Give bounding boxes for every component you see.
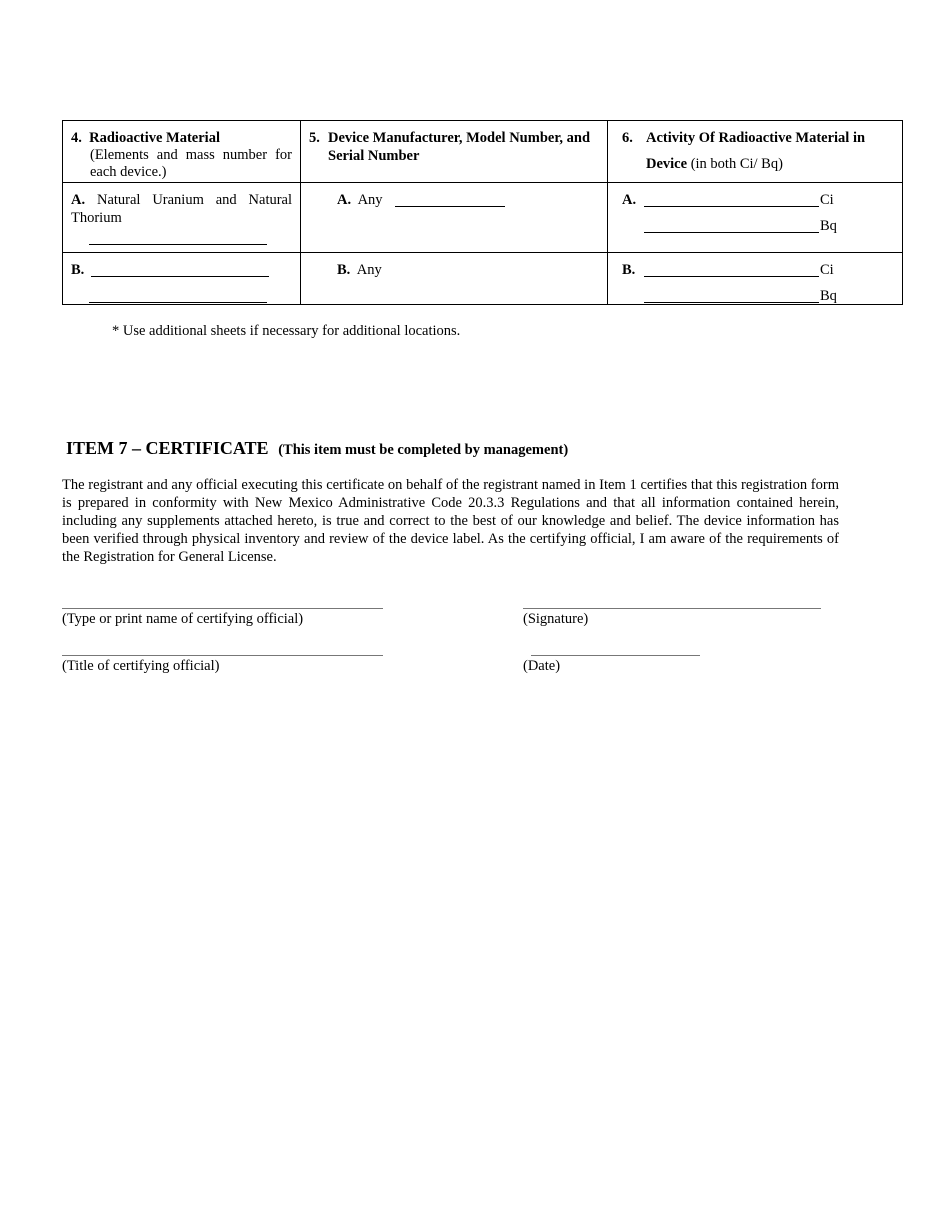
row-a-activity-letter: A.: [622, 192, 637, 208]
row-b-device: Any: [356, 262, 382, 278]
row-b-ci-unit: Ci: [820, 262, 834, 278]
row-b-bq-blank[interactable]: [644, 302, 819, 303]
row-a-device-letter: A.: [337, 192, 352, 208]
row-a-letter: A.: [71, 192, 86, 208]
signature-line[interactable]: [523, 608, 821, 609]
col6-number: 6.: [622, 130, 633, 146]
material-table: [62, 120, 903, 305]
col6-header: [608, 121, 903, 183]
row-a-bq-blank[interactable]: [644, 232, 819, 233]
title-signature-line[interactable]: [62, 655, 383, 656]
row-a-device-cell: [301, 183, 608, 253]
row-b-bq-unit: Bq: [820, 288, 837, 304]
row-b-material-blank-1[interactable]: [91, 276, 269, 277]
row-b-letter: B.: [71, 262, 85, 278]
row-b-activity-letter: B.: [622, 262, 636, 278]
item7-heading: [66, 438, 568, 459]
signature-label: (Signature): [523, 611, 589, 627]
row-b-material-cell: [63, 253, 301, 305]
col5-header: [301, 121, 608, 183]
name-label: (Type or print name of certifying official): [62, 611, 304, 627]
row-a-device-blank[interactable]: [395, 206, 505, 207]
name-signature-line[interactable]: [62, 608, 383, 609]
item7-subtitle: (This item must be completed by management): [278, 442, 569, 458]
certificate-paragraph: The registrant and any official executing this certificate on behalf of the registrant named in Item 1 certifies that this registration form is prepared in conformity with New Mexico Administrative Code 20.3.3 Regulations and that all information contained herein, including any supplements attached hereto, is true and correct to the best of our knowledge and belief. The device information has been verified through physical inventory and review of the device label. As the certifying official, I am aware of the requirements of the Registration for General License.: [62, 477, 839, 565]
col6-title: Activity Of Radioactive Material in Device: [646, 130, 866, 172]
col4-number: 4.: [71, 130, 82, 146]
row-b-device-letter: B.: [337, 262, 351, 278]
row-b-ci-blank[interactable]: [644, 276, 819, 277]
col4-header: [63, 121, 301, 183]
row-a-device: Any: [357, 192, 383, 208]
row-a-ci-blank[interactable]: [644, 206, 819, 207]
row-b-device-cell: [301, 253, 608, 305]
title-label: (Title of certifying official): [62, 658, 220, 674]
col6-unit-note: (in both Ci/ Bq): [690, 156, 783, 172]
row-b-activity-cell: [608, 253, 903, 305]
row-a-activity-cell: [608, 183, 903, 253]
row-a-bq-unit: Bq: [820, 218, 837, 234]
item7-title: ITEM 7 – CERTIFICATE: [66, 438, 269, 458]
row-a-material-cell: [63, 183, 301, 253]
additional-sheets-note: * Use additional sheets if necessary for additional locations.: [112, 323, 461, 339]
row-a-material-blank[interactable]: [89, 244, 267, 245]
date-line[interactable]: [531, 655, 700, 656]
col5-title: Device Manufacturer, Model Number, and Serial Number: [328, 130, 591, 164]
col5-number: 5.: [309, 130, 320, 146]
col4-title: Radioactive Material: [89, 130, 220, 146]
row-a-ci-unit: Ci: [820, 192, 834, 208]
row-a-material: Natural Uranium and Natural Thorium: [71, 192, 293, 226]
col4-subtitle: (Elements and mass number for each device.): [90, 147, 292, 180]
date-label: (Date): [523, 658, 561, 674]
row-b-material-blank-2[interactable]: [89, 302, 267, 303]
